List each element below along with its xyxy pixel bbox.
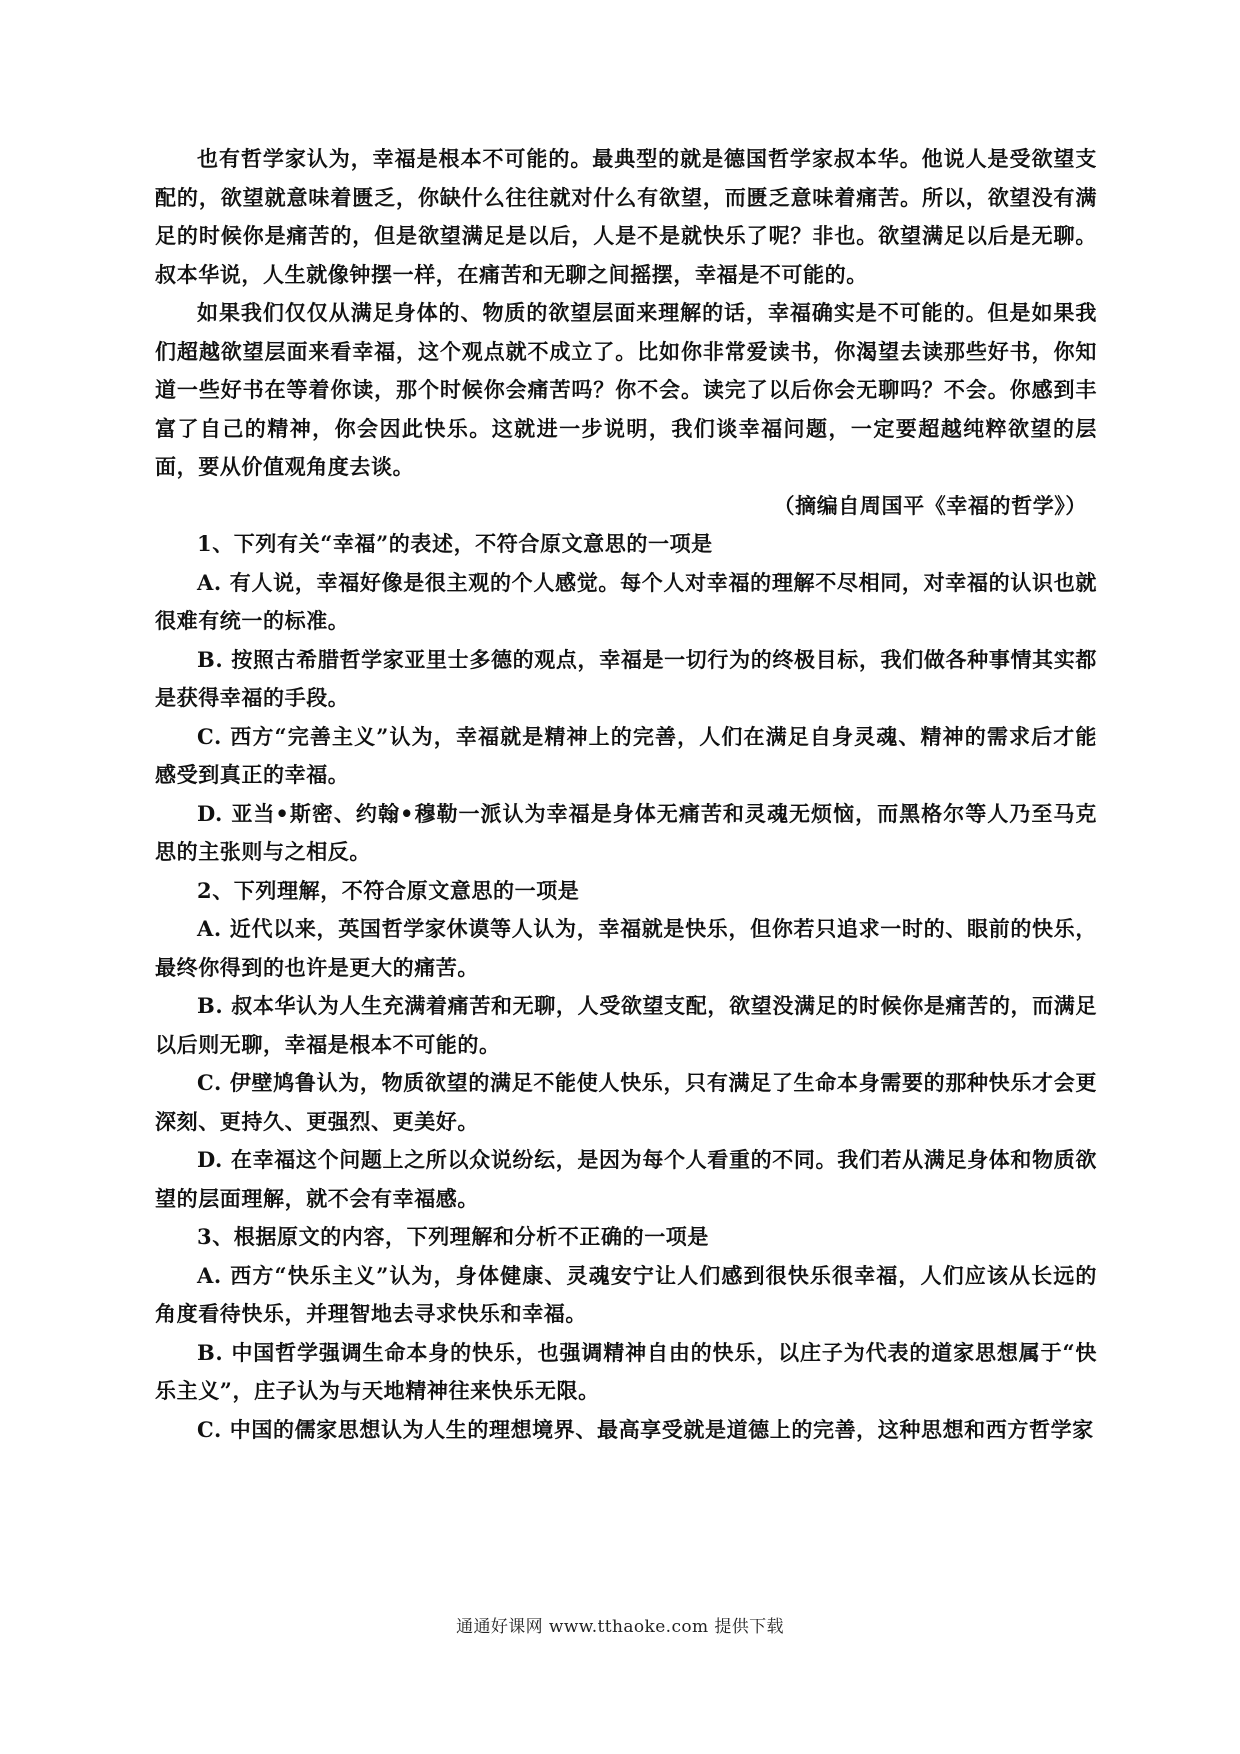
answer-option: B. 按照古希腊哲学家亚里士多德的观点，幸福是一切行为的终极目标，我们做各种事情其实都是获得幸福的手段。 bbox=[155, 646, 1097, 710]
answer-option: A. 有人说，幸福好像是很主观的个人感觉。每个人对幸福的理解不尽相同，对幸福的认识也就很难有统一的标准。 bbox=[155, 569, 1097, 633]
answer-option: A. 近代以来，英国哲学家休谟等人认为，幸福就是快乐，但你若只追求一时的、眼前的快乐，最终你得到的也许是更大的痛苦。 bbox=[155, 916, 1097, 980]
answer-option: D. 在幸福这个问题上之所以众说纷纭，是因为每个人看重的不同。我们若从满足身体和物质欲望的层面理解，就不会有幸福感。 bbox=[155, 1147, 1097, 1211]
question-stem: 1、下列有关“幸福”的表述，不符合原文意思的一项是 bbox=[197, 531, 713, 556]
passage-paragraph: 如果我们仅仅从满足身体的、物质的欲望层面来理解的话，幸福确实是不可能的。但是如果我们超越欲望层面来看幸福，这个观点就不成立了。比如你非常爱读书，你渴望去读那些好书，你知道一些好书在等着你读，那个时候你会痛苦吗？你不会。读完了以后你会无聊吗？不会。你感到丰富了自己的精神，你会因此快乐。这就进一步说明，我们谈幸福问题，一定要超越纯粹欲望的层面，要从价值观角度去谈。 bbox=[155, 300, 1097, 479]
answer-option: C. 伊壁鸠鲁认为，物质欲望的满足不能使人快乐，只有满足了生命本身需要的那种快乐才会更深刻、更持久、更强烈、更美好。 bbox=[155, 1070, 1097, 1134]
answer-option: B. 中国哲学强调生命本身的快乐，也强调精神自由的快乐，以庄子为代表的道家思想属于“快乐主义”，庄子认为与天地精神往来快乐无限。 bbox=[155, 1339, 1097, 1403]
passage-source: （摘编自周国平《幸福的哲学》） bbox=[773, 492, 1087, 518]
question-stem: 3、根据原文的内容，下列理解和分析不正确的一项是 bbox=[197, 1224, 710, 1249]
answer-option: C. 中国的儒家思想认为人生的理想境界、最高享受就是道德上的完善，这种思想和西方哲学家 bbox=[197, 1416, 1094, 1442]
passage-paragraph: 也有哲学家认为，幸福是根本不可能的。最典型的就是德国哲学家叔本华。他说人是受欲望支配的，欲望就意味着匮乏，你缺什么往往就对什么有欲望，而匮乏意味着痛苦。所以，欲望没有满足的时候你是痛苦的，但是欲望满足是以后，人是不是就快乐了呢？非也。欲望满足以后是无聊。叔本华说，人生就像钟摆一样，在痛苦和无聊之间摇摆，幸福是不可能的。 bbox=[155, 146, 1097, 287]
answer-option: C. 西方“完善主义”认为，幸福就是精神上的完善，人们在满足自身灵魂、精神的需求后才能感受到真正的幸福。 bbox=[155, 723, 1097, 787]
page-footer: 通通好课网 www.tthaoke.com 提供下载 bbox=[456, 1617, 784, 1637]
answer-option: B. 叔本华认为人生充满着痛苦和无聊，人受欲望支配，欲望没满足的时候你是痛苦的，而满足以后则无聊，幸福是根本不可能的。 bbox=[155, 993, 1097, 1057]
answer-option: A. 西方“快乐主义”认为，身体健康、灵魂安宁让人们感到很快乐很幸福，人们应该从长远的角度看待快乐，并理智地去寻求快乐和幸福。 bbox=[155, 1262, 1097, 1326]
answer-option: D. 亚当•斯密、约翰•穆勒一派认为幸福是身体无痛苦和灵魂无烦恼，而黑格尔等人乃至马克思的主张则与之相反。 bbox=[155, 800, 1097, 864]
question-stem: 2、下列理解，不符合原文意思的一项是 bbox=[197, 877, 580, 903]
document-content bbox=[155, 140, 1097, 1449]
